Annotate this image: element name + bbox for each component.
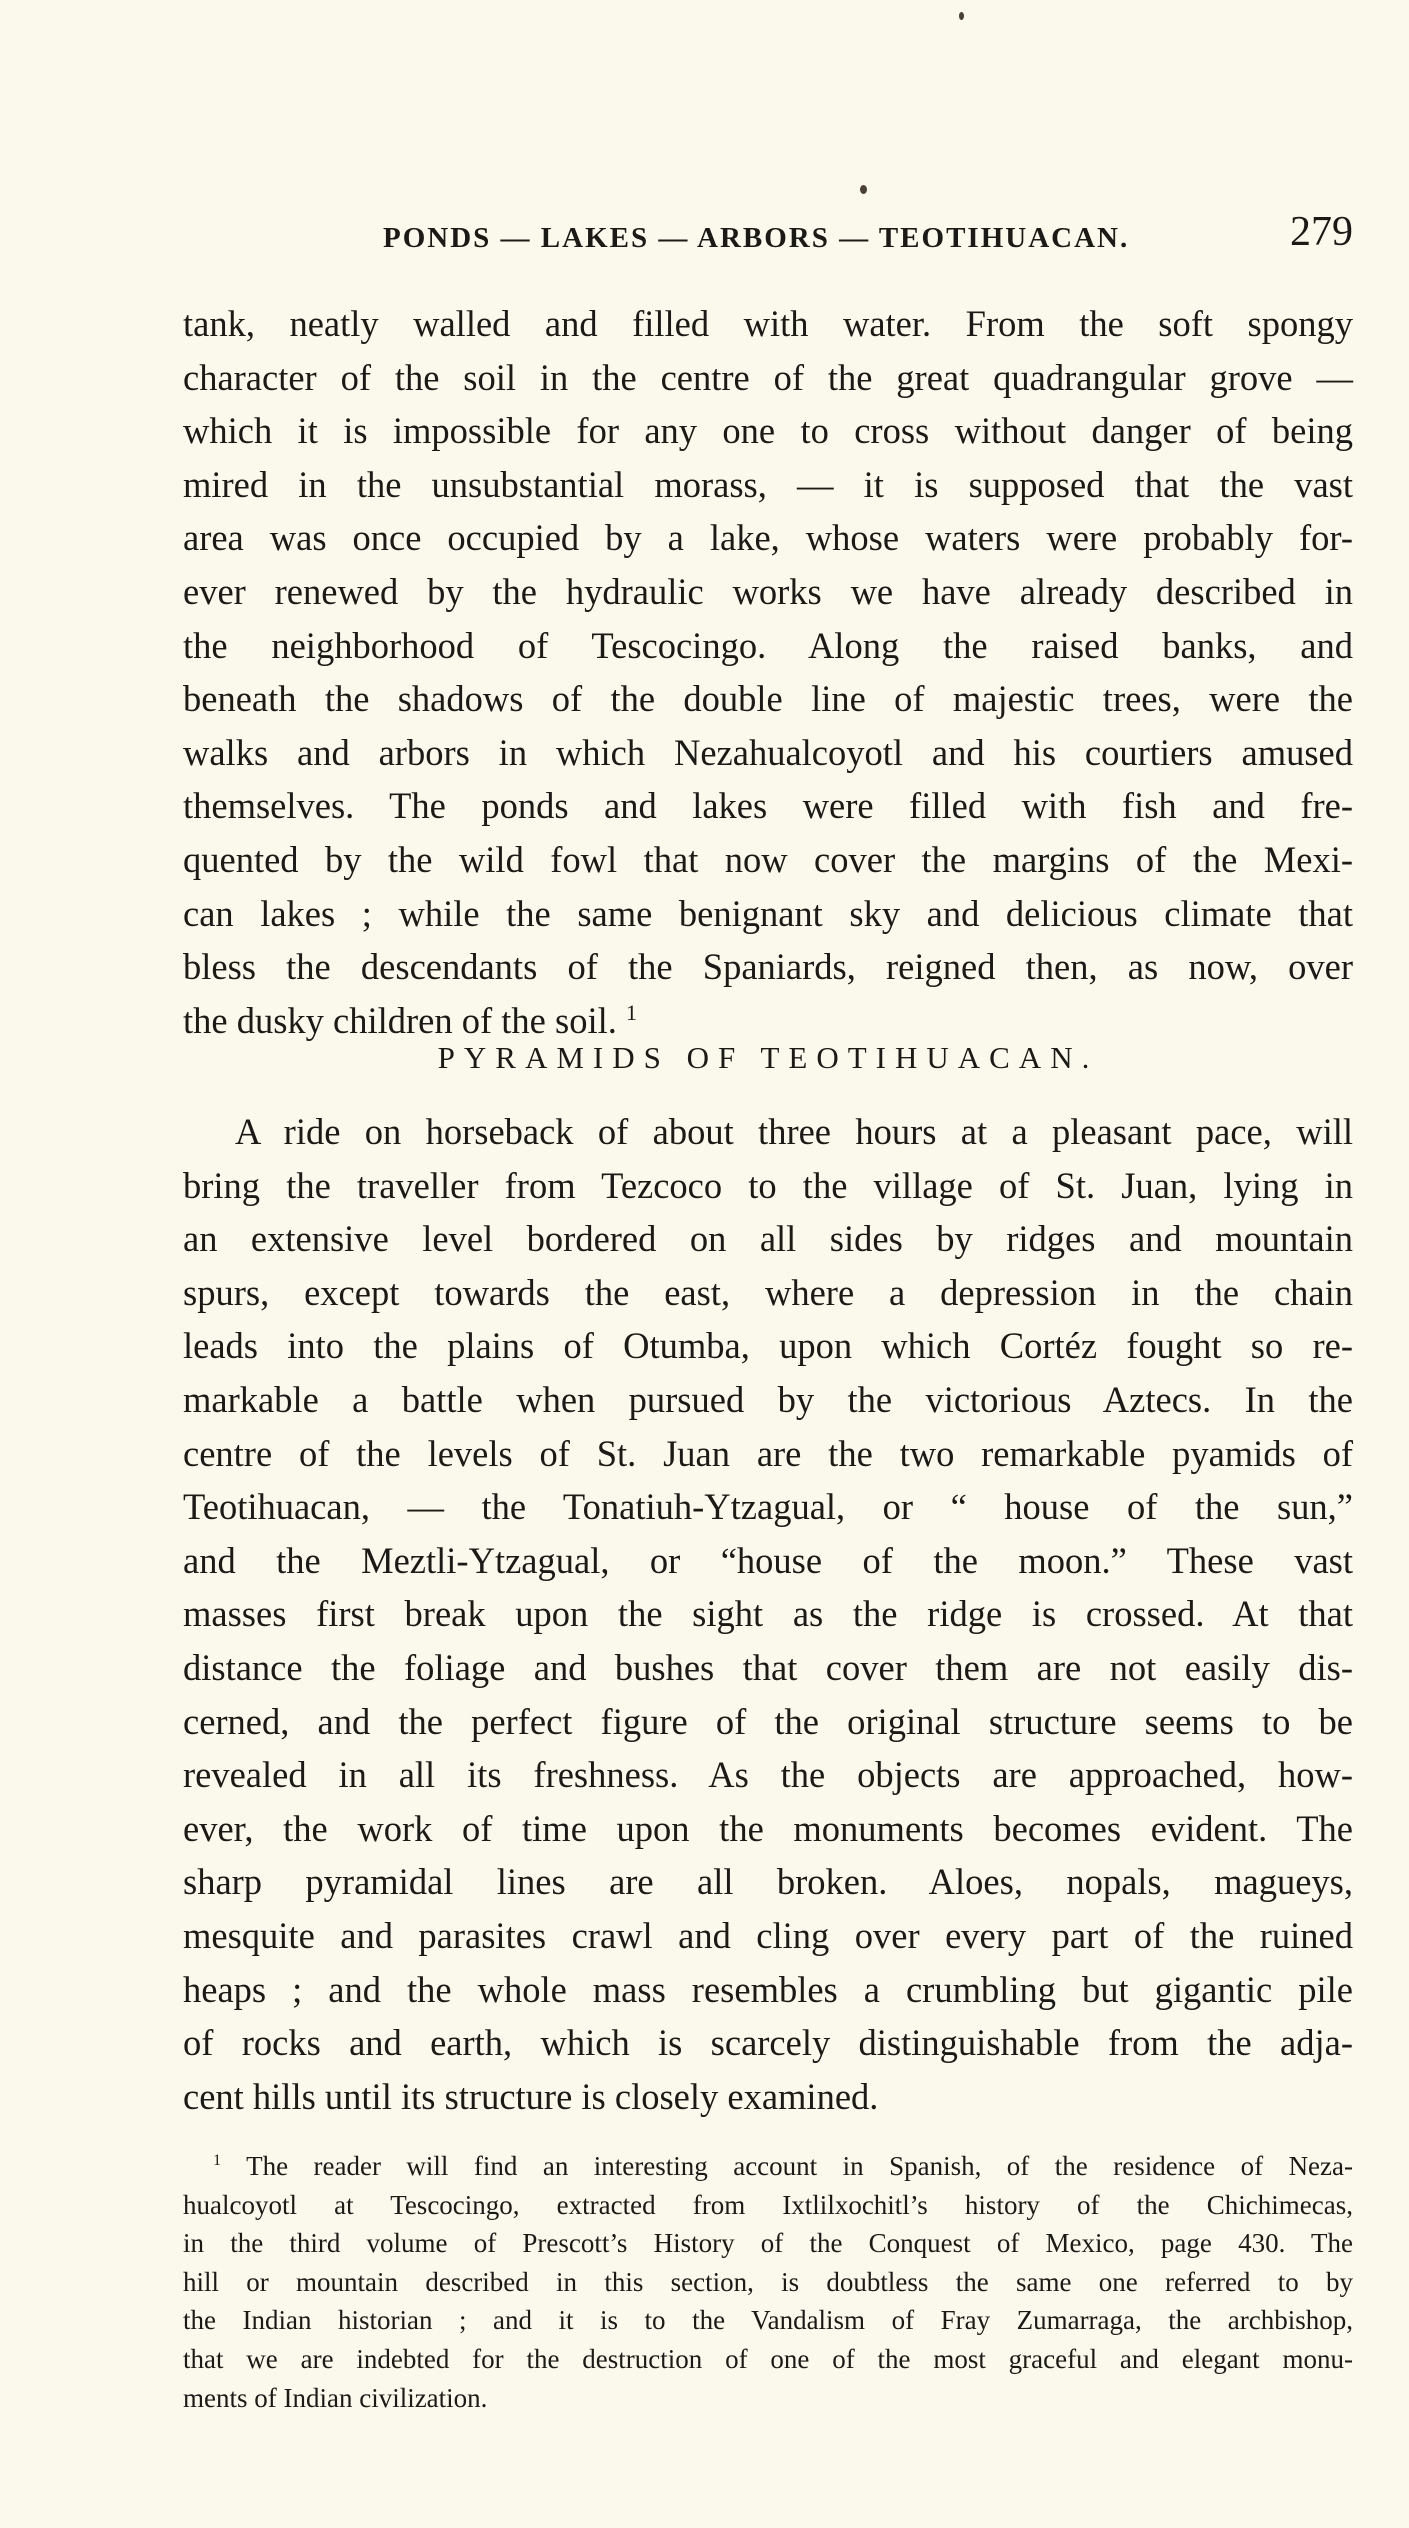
text-line: cent hills until its structure is closely examined. <box>183 2075 879 2117</box>
text-line: themselves. The ponds and lakes were filled with fish and fre- <box>183 785 1353 827</box>
text-line: leads into the plains of Otumba, upon which Cortéz fought so re- <box>183 1325 1353 1367</box>
paragraph-1 <box>183 297 1353 1047</box>
text-line: masses first break upon the sight as the ridge is crossed. At that <box>183 1593 1353 1635</box>
footnote-line <box>183 2147 1353 2186</box>
running-head: PONDS — LAKES — ARBORS — TEOTIHUACAN. <box>383 222 1130 254</box>
text-line: bless the descendants of the Spaniards, reigned then, as now, over <box>183 946 1353 988</box>
text-line: quented by the wild fowl that now cover the margins of the Mexi- <box>183 838 1353 880</box>
text-line: walks and arbors in which Nezahualcoyotl and his courtiers amused <box>183 731 1353 773</box>
text-line: Teotihuacan, — the Tonatiuh-Ytzagual, or “ house of the sun,” <box>183 1486 1353 1528</box>
text-line: of rocks and earth, which is scarcely distinguishable from the adja- <box>183 2022 1353 2064</box>
footnote-line: hualcoyotl at Tescocingo, extracted from Ixtlilxochitl’s history of the Chichimecas, <box>183 2189 1353 2220</box>
footnote <box>183 2147 1353 2417</box>
text-line: an extensive level bordered on all sides by ridges and mountain <box>183 1218 1353 1260</box>
text-line: ever renewed by the hydraulic works we have already described in <box>183 570 1353 612</box>
footnote-line: that we are indebted for the destruction of one of the most graceful and elegant monu- <box>183 2343 1353 2374</box>
text-line: markable a battle when pursued by the victorious Aztecs. In the <box>183 1378 1353 1420</box>
text-line: bring the traveller from Tezcoco to the village of St. Juan, lying in <box>183 1164 1353 1206</box>
text-line: which it is impossible for any one to cross without danger of being <box>183 410 1353 452</box>
footnote-line: in the third volume of Prescott’s History of the Conquest of Mexico, page 430. The <box>183 2228 1353 2259</box>
text-line: tank, neatly walled and filled with water. From the soft spongy <box>183 303 1353 344</box>
section-heading: PYRAMIDS OF TEOTIHUACAN. <box>437 1040 1099 1075</box>
text-line: centre of the levels of St. Juan are the two remarkable pyamids of <box>183 1432 1353 1474</box>
footnote-reference: 1 <box>626 999 637 1025</box>
text-line: revealed in all its freshness. As the objects are approached, how- <box>183 1754 1353 1796</box>
text-line: cerned, and the perfect figure of the original structure seems to be <box>183 1700 1353 1742</box>
footnote-line-content: The reader will find an interesting account in Spanish, of the residence of Neza- <box>246 2151 1354 2181</box>
text-line: A ride on horseback of about three hours at a pleasant pace, will <box>235 1111 1353 1152</box>
footnote-line: ments of Indian civilization. <box>183 2382 488 2413</box>
page-number: 279 <box>1290 209 1353 255</box>
text-line: the neighborhood of Tescocingo. Along the raised banks, and <box>183 624 1353 666</box>
text-line-content: the dusky children of the soil. <box>183 999 617 1041</box>
text-line: character of the soil in the centre of the great quadrangular grove — <box>183 356 1353 398</box>
footnote-line: hill or mountain described in this section, is doubtless the same one referred to by <box>183 2266 1353 2297</box>
text-line: mesquite and parasites crawl and cling over every part of the ruined <box>183 1914 1353 1956</box>
ink-speck <box>860 185 867 194</box>
text-line: sharp pyramidal lines are all broken. Aloes, nopals, magueys, <box>183 1861 1353 1903</box>
text-line: beneath the shadows of the double line of majestic trees, were the <box>183 678 1353 720</box>
footnote-line: the Indian historian ; and it is to the Vandalism of Fray Zumarraga, the archbishop, <box>183 2305 1353 2336</box>
page-header <box>183 208 1353 268</box>
text-line: mired in the unsubstantial morass, — it is supposed that the vast <box>183 463 1353 505</box>
text-line: ever, the work of time upon the monuments becomes evident. The <box>183 1807 1353 1849</box>
text-line: distance the foliage and bushes that cover them are not easily dis- <box>183 1646 1353 1688</box>
paragraph-2 <box>183 1105 1353 2123</box>
text-line: heaps ; and the whole mass resembles a crumbling but gigantic pile <box>183 1968 1353 2010</box>
text-line: and the Meztli-Ytzagual, or “house of the moon.” These vast <box>183 1539 1353 1581</box>
text-line: spurs, except towards the east, where a depression in the chain <box>183 1271 1353 1313</box>
footnote-marker: 1 <box>213 2151 222 2169</box>
text-line: can lakes ; while the same benignant sky and delicious climate that <box>183 892 1353 934</box>
ink-speck <box>959 12 964 20</box>
text-line: area was once occupied by a lake, whose waters were probably for- <box>183 517 1353 559</box>
